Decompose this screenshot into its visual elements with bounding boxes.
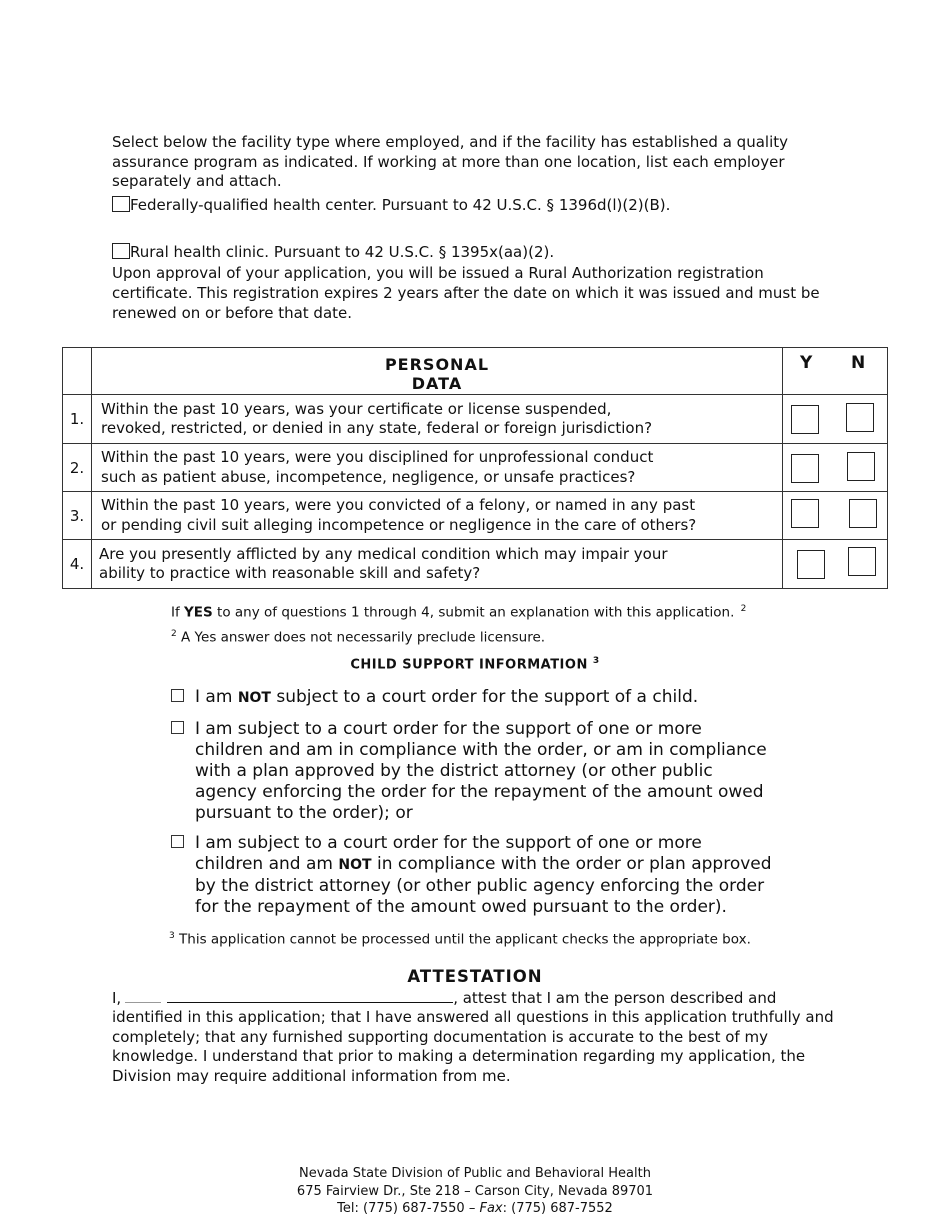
child-support-footnote: $^3$ This application cannot be processed until the applicant checks the appropriate box.: [169, 931, 751, 948]
option-fqhc: [112, 196, 832, 216]
footer-address: 675 Fairview Dr., Ste 218 – Carson City, Nevada 89701: [296, 1184, 654, 1199]
attestation-heading: ATTESTATION: [407, 967, 543, 986]
yes-explanation-note: If YES to any of questions 1 through 4, submit an explanation with this application. $^2$: [171, 604, 747, 621]
table-row: [63, 395, 888, 444]
child-support-heading: CHILD SUPPORT INFORMATION $^3$: [350, 656, 600, 673]
cs-option1-label: I am NOT subject to a court order for the support of a child.: [195, 687, 699, 707]
footer-contact: Tel: (775) 687-7550 – Fax: (775) 687-7552: [337, 1201, 613, 1216]
rhc-checkbox[interactable]: [112, 243, 130, 259]
option-fqhc-label: Federally-qualified health center. Pursuant to 42 U.S.C. § 1396d(l)(2)(B).: [130, 196, 671, 214]
cs-option1-checkbox[interactable]: [171, 689, 184, 702]
attestation-body: identified in this application; that I have answered all questions in this application truthfully and completely; that any furnished supporting documentation is accurate to the best of my knowledge. I understand that prior to making a determination regarding my application, the Division may require additional information from me.: [112, 1008, 834, 1085]
question-text: Within the past 10 years, were you convicted of a felony, or named in any past or pending civil suit alleging incompetence or negligence in the care of others?: [92, 492, 783, 540]
q2-yes-checkbox[interactable]: [791, 454, 819, 483]
q1-no-checkbox[interactable]: [846, 403, 874, 432]
cs-option3-checkbox[interactable]: [171, 835, 184, 848]
question-number: 4.: [63, 540, 92, 589]
approval-text: Upon approval of your application, you will be issued a Rural Authorization registration certificate. This registration expires 2 years after the date on which it was issued and must be renewed on or before that date.: [112, 264, 820, 322]
cs-option3-label: I am subject to a court order for the support of one or more children and am NOT in compliance with the order or plan approved by the district attorney (or other public agency enforcing the order for the repayment of the amount owed pursuant to the order).: [195, 833, 772, 917]
licensure-footnote: $^2$ A Yes answer does not necessarily preclude licensure.: [171, 629, 546, 646]
q3-no-checkbox[interactable]: [849, 499, 877, 528]
option-rhc-label: Rural health clinic. Pursuant to 42 U.S.C. § 1395x(aa)(2).: [130, 243, 555, 261]
table-row: [63, 540, 888, 589]
question-text: Within the past 10 years, was your certificate or license suspended, revoked, restricted, or denied in any state, federal or foreign jurisdiction?: [92, 395, 783, 444]
attestation-line1: I, , attest that I am the person described and: [112, 989, 777, 1007]
table-row: [63, 492, 888, 540]
cs-option2-checkbox[interactable]: [171, 721, 184, 734]
q4-yes-checkbox[interactable]: [797, 550, 825, 579]
question-text: Within the past 10 years, were you disciplined for unprofessional conduct such as patient abuse, incompetence, negligence, or unsafe practices?: [92, 444, 783, 492]
table-row: [63, 444, 888, 492]
table-title: PERSONAL DATA: [92, 348, 783, 395]
question-number: 3.: [63, 492, 92, 540]
q1-yes-checkbox[interactable]: [791, 405, 819, 434]
personal-data-table: [62, 347, 888, 589]
yes-column-label: Y: [800, 353, 813, 373]
q4-no-checkbox[interactable]: [848, 547, 876, 576]
question-number: 1.: [63, 395, 92, 444]
facility-instructions: Select below the facility type where employed, and if the facility has established a quality assurance program as indicated. If working at more than one location, list each employer separately and attach.: [112, 133, 788, 190]
q2-no-checkbox[interactable]: [847, 452, 875, 481]
question-text: Are you presently afflicted by any medical condition which may impair your ability to practice with reasonable skill and safety?: [92, 540, 783, 589]
option-rhc: [112, 243, 832, 263]
applicant-name-field[interactable]: [167, 988, 453, 1003]
footer-agency: Nevada State Division of Public and Behavioral Health: [299, 1166, 651, 1181]
cs-option2-label: I am subject to a court order for the support of one or more children and am in compliance with the order, or am in compliance with a plan approved by the district attorney (or other public agency enforcing the order for the repayment of the amount owed pursuant to the order); or: [195, 719, 767, 823]
q3-yes-checkbox[interactable]: [791, 499, 819, 528]
table-header-row: [63, 348, 888, 395]
yn-header: [783, 348, 888, 395]
fqhc-checkbox[interactable]: [112, 196, 130, 212]
question-number: 2.: [63, 444, 92, 492]
no-column-label: N: [851, 353, 866, 373]
